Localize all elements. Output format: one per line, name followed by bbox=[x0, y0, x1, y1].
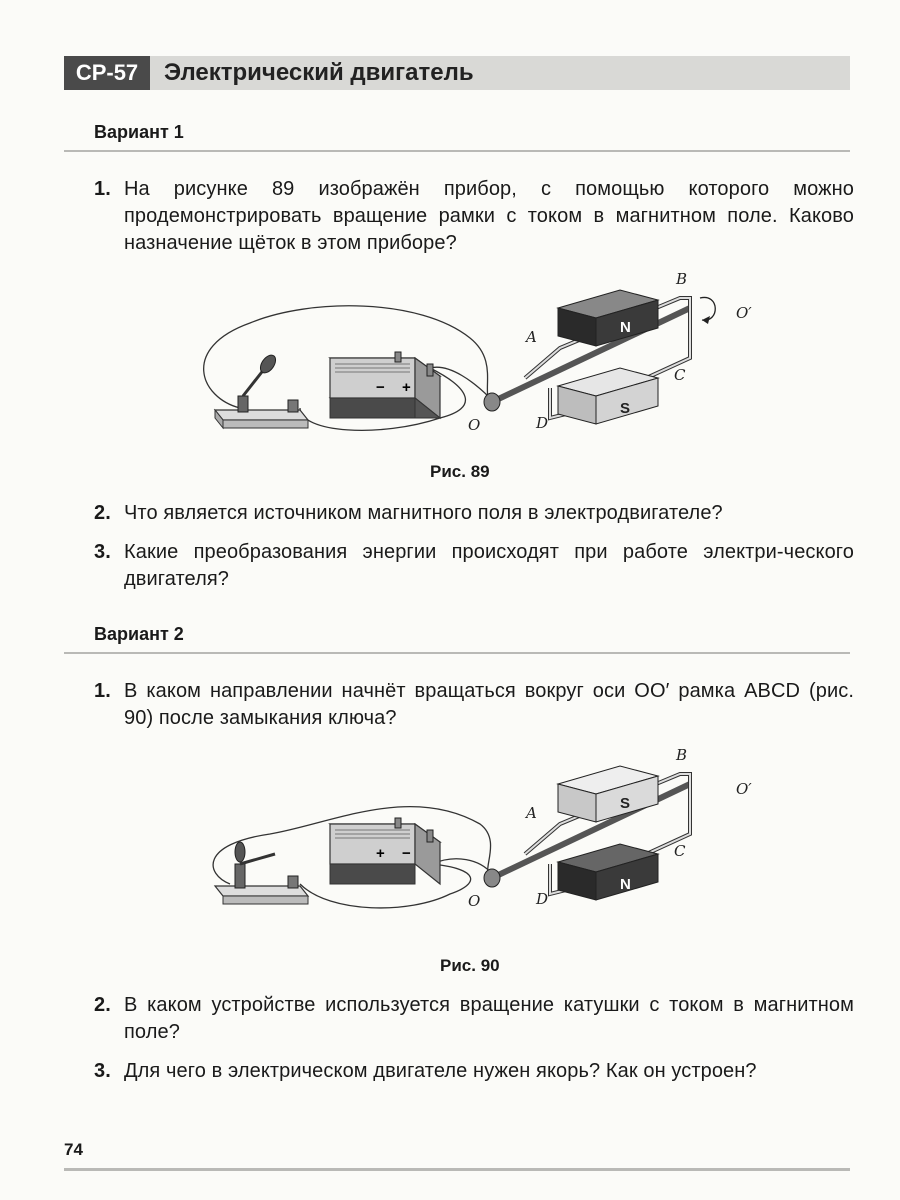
battery bbox=[330, 352, 440, 418]
variant-2-title: Вариант 2 bbox=[94, 624, 184, 644]
magnet-n-label: N bbox=[620, 319, 631, 336]
battery-minus-label: − bbox=[402, 845, 411, 862]
question-text: Для чего в электрическом двигателе нужен якорь? Как он устроен? bbox=[124, 1060, 757, 1082]
section-title: Электрический двигатель bbox=[164, 59, 474, 86]
label-a: A bbox=[526, 328, 537, 346]
figure-90-motor-apparatus bbox=[180, 744, 780, 924]
page-number: 74 bbox=[64, 1140, 83, 1159]
battery-plus-label: + bbox=[402, 379, 411, 396]
question-text: Какие преобразования энергии происходят при работе электри-ческого двигателя? bbox=[124, 541, 854, 590]
magnet-south bbox=[558, 368, 658, 424]
magnet-s-label: S bbox=[620, 795, 631, 812]
question-number: 3. bbox=[94, 1060, 111, 1082]
label-o-prime: O′ bbox=[736, 304, 752, 322]
variant-1-title: Вариант 1 bbox=[94, 122, 184, 142]
commutator bbox=[484, 869, 500, 887]
question-number: 1. bbox=[94, 680, 111, 702]
knife-switch bbox=[215, 352, 308, 428]
variant-1-question-2 bbox=[94, 500, 854, 527]
question-text: В каком устройстве используется вращение катушки с током в магнитном поле? bbox=[124, 994, 854, 1043]
label-o-prime: O′ bbox=[736, 780, 752, 798]
commutator bbox=[484, 393, 500, 411]
variant-1-divider bbox=[64, 150, 850, 152]
variant-1-question-3 bbox=[94, 539, 854, 593]
variant-2-question-3 bbox=[94, 1058, 854, 1085]
variant-2-divider bbox=[64, 652, 850, 654]
magnet-north bbox=[558, 290, 658, 346]
label-c: C bbox=[674, 842, 686, 860]
question-number: 3. bbox=[94, 541, 111, 563]
battery-plus-label: + bbox=[376, 845, 385, 862]
label-a: A bbox=[526, 804, 537, 822]
wire bbox=[432, 859, 492, 874]
variant-2-question-1 bbox=[94, 678, 854, 732]
question-number: 2. bbox=[94, 502, 111, 524]
label-d: D bbox=[536, 890, 549, 908]
magnet-n-label: N bbox=[620, 876, 631, 893]
magnet-s-label: S bbox=[620, 400, 631, 417]
label-c: C bbox=[674, 366, 686, 384]
question-number: 2. bbox=[94, 994, 111, 1016]
battery-minus-label: − bbox=[376, 379, 385, 396]
figure-89-caption: Рис. 89 bbox=[430, 462, 490, 481]
section-code: СР-57 bbox=[64, 56, 150, 90]
label-b: B bbox=[676, 270, 688, 288]
question-text: В каком направлении начнёт вращаться вокруг оси OO′ рамка ABCD (рис. 90) после замыкания ключа? bbox=[124, 680, 854, 729]
footer-divider bbox=[64, 1168, 850, 1171]
label-b: B bbox=[676, 746, 688, 764]
label-d: D bbox=[536, 414, 549, 432]
figure-90-caption: Рис. 90 bbox=[440, 956, 500, 975]
knife-switch bbox=[215, 842, 308, 904]
question-number: 1. bbox=[94, 178, 111, 200]
label-o: O bbox=[468, 892, 481, 910]
rotation-arrow bbox=[700, 297, 715, 320]
variant-2-question-2 bbox=[94, 992, 854, 1046]
magnet-south bbox=[558, 766, 658, 822]
label-o: O bbox=[468, 416, 481, 434]
battery bbox=[330, 818, 440, 884]
variant-1-question-1 bbox=[94, 176, 854, 257]
question-text: На рисунке 89 изображён прибор, с помощью которого можно продемонстрировать вращение рамки с током в магнитном поле. Каково назначение щёток в этом приборе? bbox=[124, 178, 854, 254]
figure-89-motor-apparatus bbox=[180, 268, 780, 448]
magnet-north bbox=[558, 844, 658, 900]
question-text: Что является источником магнитного поля в электродвигателе? bbox=[124, 502, 723, 524]
